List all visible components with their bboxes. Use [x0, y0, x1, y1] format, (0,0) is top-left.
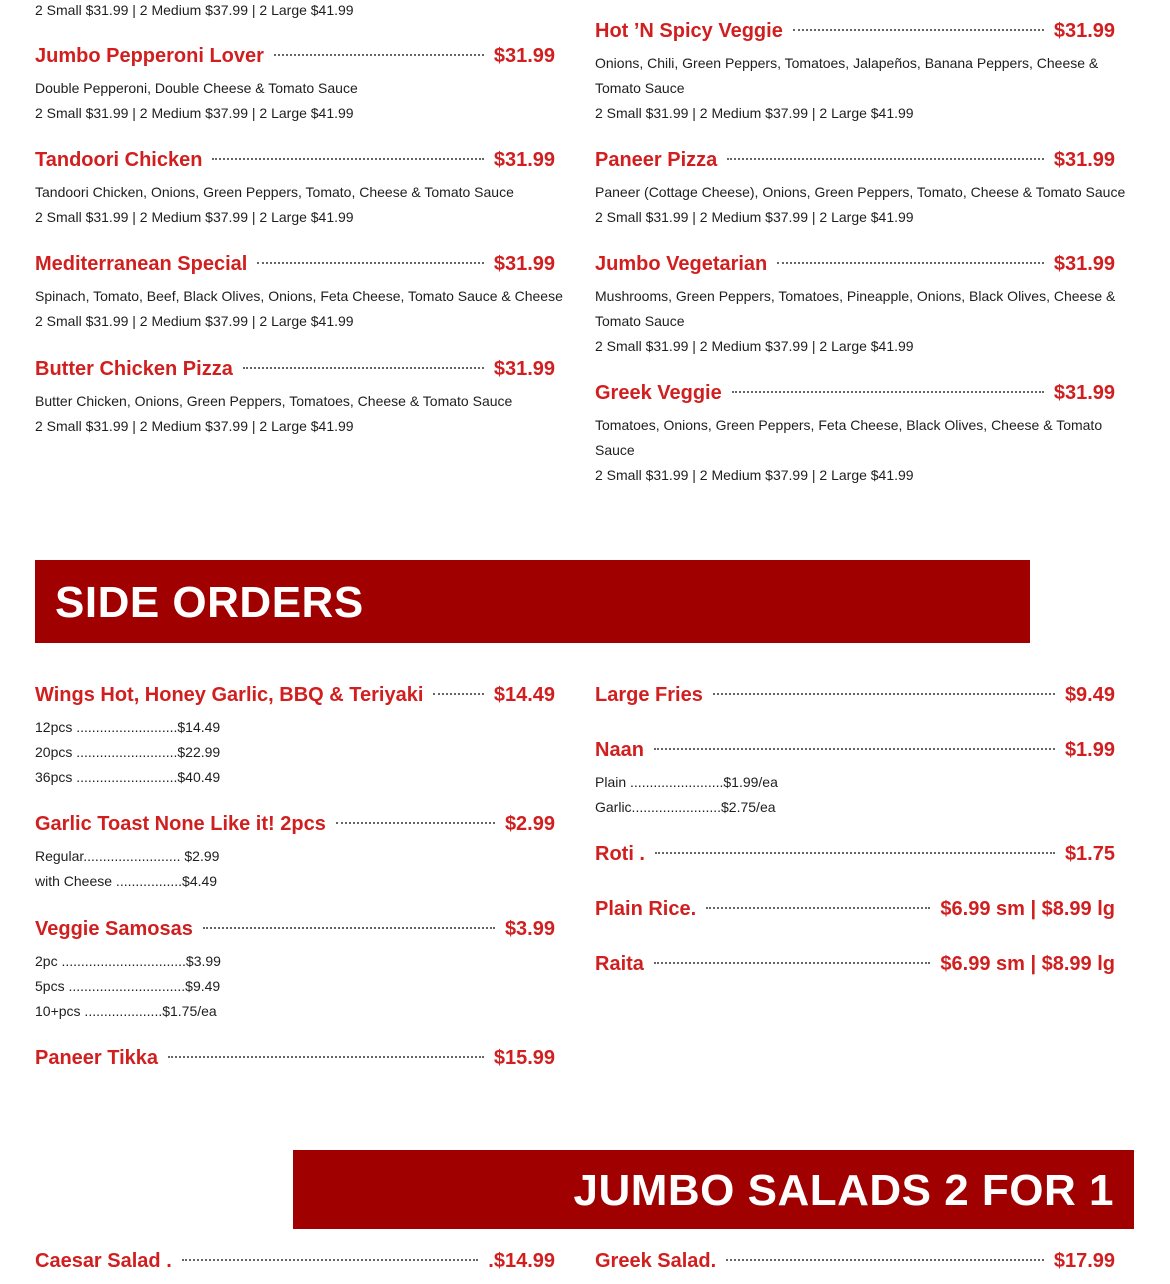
top-cut-price-line-container	[35, 0, 555, 23]
item-detail-line: 2 Small $31.99 | 2 Medium $37.99 | 2 Large $41.99	[35, 418, 354, 434]
dotted-leader	[777, 262, 1044, 264]
item-header	[35, 145, 555, 175]
item-header	[35, 1246, 555, 1276]
item-price: $31.99	[493, 357, 555, 380]
item-detail-line: Garlic.......................$2.75/ea	[595, 799, 776, 815]
item-header	[35, 354, 555, 384]
item-detail-line: 2 Small $31.99 | 2 Medium $37.99 | 2 Large $41.99	[35, 313, 354, 329]
item-header	[595, 735, 1115, 765]
side-order-item	[35, 809, 555, 894]
item-details	[35, 844, 555, 894]
side-order-item	[35, 680, 555, 790]
item-details	[595, 180, 1126, 230]
dotted-leader	[203, 927, 495, 929]
item-header	[35, 680, 555, 710]
item-detail-line: 2 Small $31.99 | 2 Medium $37.99 | 2 Large $41.99	[595, 209, 914, 225]
item-detail-line: Tomato Sauce	[595, 80, 685, 96]
side-order-item	[35, 1043, 555, 1073]
salads-title: JUMBO SALADS 2 FOR 1	[573, 1166, 1114, 1215]
item-detail-line: Tomatoes, Onions, Green Peppers, Feta Cheese, Black Olives, Cheese & Tomato	[595, 417, 1103, 433]
dotted-leader	[713, 693, 1055, 695]
item-detail-line: 2 Small $31.99 | 2 Medium $37.99 | 2 Large $41.99	[35, 209, 354, 225]
dotted-leader	[655, 852, 1055, 854]
item-header	[595, 839, 1115, 869]
dotted-leader	[433, 693, 483, 695]
pizza-item	[35, 145, 555, 230]
item-details	[35, 389, 555, 439]
dotted-leader	[243, 367, 484, 369]
item-detail-line: Butter Chicken, Onions, Green Peppers, Tomatoes, Cheese & Tomato Sauce	[35, 393, 513, 409]
item-details	[595, 51, 1115, 126]
pizza-item	[595, 145, 1126, 230]
item-details	[35, 284, 563, 334]
side-orders-title: SIDE ORDERS	[55, 578, 364, 627]
item-header	[35, 1043, 555, 1073]
item-price: $1.75	[1064, 842, 1115, 865]
item-detail-line: Double Pepperoni, Double Cheese & Tomato Sauce	[35, 80, 358, 96]
side-order-item	[595, 949, 1115, 979]
item-header	[595, 16, 1115, 46]
item-name: Paneer Pizza	[595, 148, 718, 171]
item-detail-line: Spinach, Tomato, Beef, Black Olives, Onions, Feta Cheese, Tomato Sauce & Cheese	[35, 288, 563, 304]
item-price: $31.99	[493, 148, 555, 171]
item-detail-line: Mushrooms, Green Peppers, Tomatoes, Pineapple, Onions, Black Olives, Cheese &	[595, 288, 1116, 304]
item-detail-line: Tomato Sauce	[595, 313, 685, 329]
item-price: $31.99	[493, 252, 555, 275]
item-name: Caesar Salad .	[35, 1249, 172, 1272]
item-detail-line: 36pcs ..........................$40.49	[35, 769, 221, 785]
dotted-leader	[336, 822, 495, 824]
item-detail-line: 2 Small $31.99 | 2 Medium $37.99 | 2 Large $41.99	[595, 105, 914, 121]
item-detail-line: 2pc ................................$3.99	[35, 953, 221, 969]
item-name: Large Fries	[595, 683, 703, 706]
item-detail-line: 2 Small $31.99 | 2 Medium $37.99 | 2 Large $41.99	[595, 467, 914, 483]
item-detail-line: 20pcs ..........................$22.99	[35, 744, 221, 760]
item-detail-line: 10+pcs ....................$1.75/ea	[35, 1003, 217, 1019]
item-name: Jumbo Vegetarian	[595, 252, 768, 275]
top-cut-price-line: 2 Small $31.99 | 2 Medium $37.99 | 2 Large $41.99	[35, 2, 354, 18]
pizza-item	[35, 41, 555, 126]
item-price: $1.99	[1064, 738, 1115, 761]
item-detail-line: 5pcs ..............................$9.49	[35, 978, 221, 994]
item-header	[35, 809, 555, 839]
item-price: $3.99	[504, 917, 555, 940]
item-price: $2.99	[504, 812, 555, 835]
item-details	[35, 180, 555, 230]
dotted-leader	[212, 158, 483, 160]
item-details	[595, 413, 1115, 488]
item-detail-line: Tandoori Chicken, Onions, Green Peppers, Tomato, Cheese & Tomato Sauce	[35, 184, 514, 200]
pizza-item	[595, 378, 1115, 488]
pizza-item	[595, 249, 1115, 359]
item-name: Jumbo Pepperoni Lover	[35, 44, 264, 67]
item-name: Mediterranean Special	[35, 252, 248, 275]
pizza-item	[35, 354, 555, 439]
item-detail-line: 2 Small $31.99 | 2 Medium $37.99 | 2 Large $41.99	[35, 105, 354, 121]
item-name: Garlic Toast None Like it! 2pcs	[35, 812, 326, 835]
side-order-item	[595, 839, 1115, 869]
side-order-item	[595, 735, 1115, 820]
dotted-leader	[726, 1259, 1044, 1261]
item-header	[35, 914, 555, 944]
side-order-item	[595, 894, 1115, 924]
item-details	[35, 949, 555, 1024]
item-price: $31.99	[1053, 381, 1115, 404]
salad-item	[35, 1246, 555, 1276]
item-header	[595, 680, 1115, 710]
dotted-leader	[727, 158, 1044, 160]
item-name: Raita	[595, 952, 644, 975]
item-detail-line: 12pcs ..........................$14.49	[35, 719, 221, 735]
item-name: Butter Chicken Pizza	[35, 357, 233, 380]
dotted-leader	[654, 748, 1055, 750]
side-orders-banner	[35, 560, 1030, 643]
item-detail-line: Onions, Chili, Green Peppers, Tomatoes, Jalapeños, Banana Peppers, Cheese &	[595, 55, 1099, 71]
item-header	[595, 378, 1115, 408]
item-price: $15.99	[493, 1046, 555, 1069]
dotted-leader	[706, 907, 930, 909]
dotted-leader	[182, 1259, 479, 1261]
item-detail-line: with Cheese .................$4.49	[35, 873, 218, 889]
salad-item	[595, 1246, 1115, 1276]
item-name: Greek Veggie	[595, 381, 722, 404]
item-header	[35, 249, 555, 279]
item-price: $6.99 sm | $8.99 lg	[940, 952, 1115, 975]
item-detail-line: Plain ........................$1.99/ea	[595, 774, 778, 790]
item-header	[595, 1246, 1115, 1276]
item-name: Veggie Samosas	[35, 917, 193, 940]
item-header	[35, 41, 555, 71]
pizza-item	[35, 249, 563, 334]
item-name: Greek Salad.	[595, 1249, 717, 1272]
item-price: $9.49	[1064, 683, 1115, 706]
item-detail-line: 2 Small $31.99 | 2 Medium $37.99 | 2 Large $41.99	[595, 338, 914, 354]
salads-banner	[293, 1150, 1134, 1229]
item-price: $31.99	[1053, 252, 1115, 275]
item-header	[595, 894, 1115, 924]
dotted-leader	[654, 962, 930, 964]
pizza-item	[595, 16, 1115, 126]
item-name: Paneer Tikka	[35, 1046, 159, 1069]
item-header	[595, 249, 1115, 279]
item-name: Plain Rice.	[595, 897, 697, 920]
dotted-leader	[257, 262, 484, 264]
item-header	[595, 949, 1115, 979]
item-price: $31.99	[493, 44, 555, 67]
item-name: Wings Hot, Honey Garlic, BBQ & Teriyaki	[35, 683, 424, 706]
item-details	[35, 76, 555, 126]
item-details	[595, 770, 1115, 820]
item-price: $14.49	[493, 683, 555, 706]
item-detail-line: Regular......................... $2.99	[35, 848, 220, 864]
dotted-leader	[274, 54, 484, 56]
item-details	[35, 715, 555, 790]
item-price: $17.99	[1053, 1249, 1115, 1272]
item-price: $6.99 sm | $8.99 lg	[940, 897, 1115, 920]
item-header	[595, 145, 1115, 175]
side-order-item	[595, 680, 1115, 710]
item-price: $31.99	[1053, 148, 1115, 171]
side-order-item	[35, 914, 555, 1024]
item-name: Tandoori Chicken	[35, 148, 203, 171]
item-details	[595, 284, 1115, 359]
dotted-leader	[732, 391, 1044, 393]
item-price: $31.99	[1053, 19, 1115, 42]
item-detail-line: Paneer (Cottage Cheese), Onions, Green Peppers, Tomato, Cheese & Tomato Sauce	[595, 184, 1126, 200]
dotted-leader	[168, 1056, 484, 1058]
dotted-leader	[793, 29, 1044, 31]
item-name: Naan	[595, 738, 644, 761]
item-name: Roti .	[595, 842, 645, 865]
item-price: .$14.99	[488, 1249, 555, 1272]
item-detail-line: Sauce	[595, 442, 635, 458]
item-name: Hot ’N Spicy Veggie	[595, 19, 783, 42]
